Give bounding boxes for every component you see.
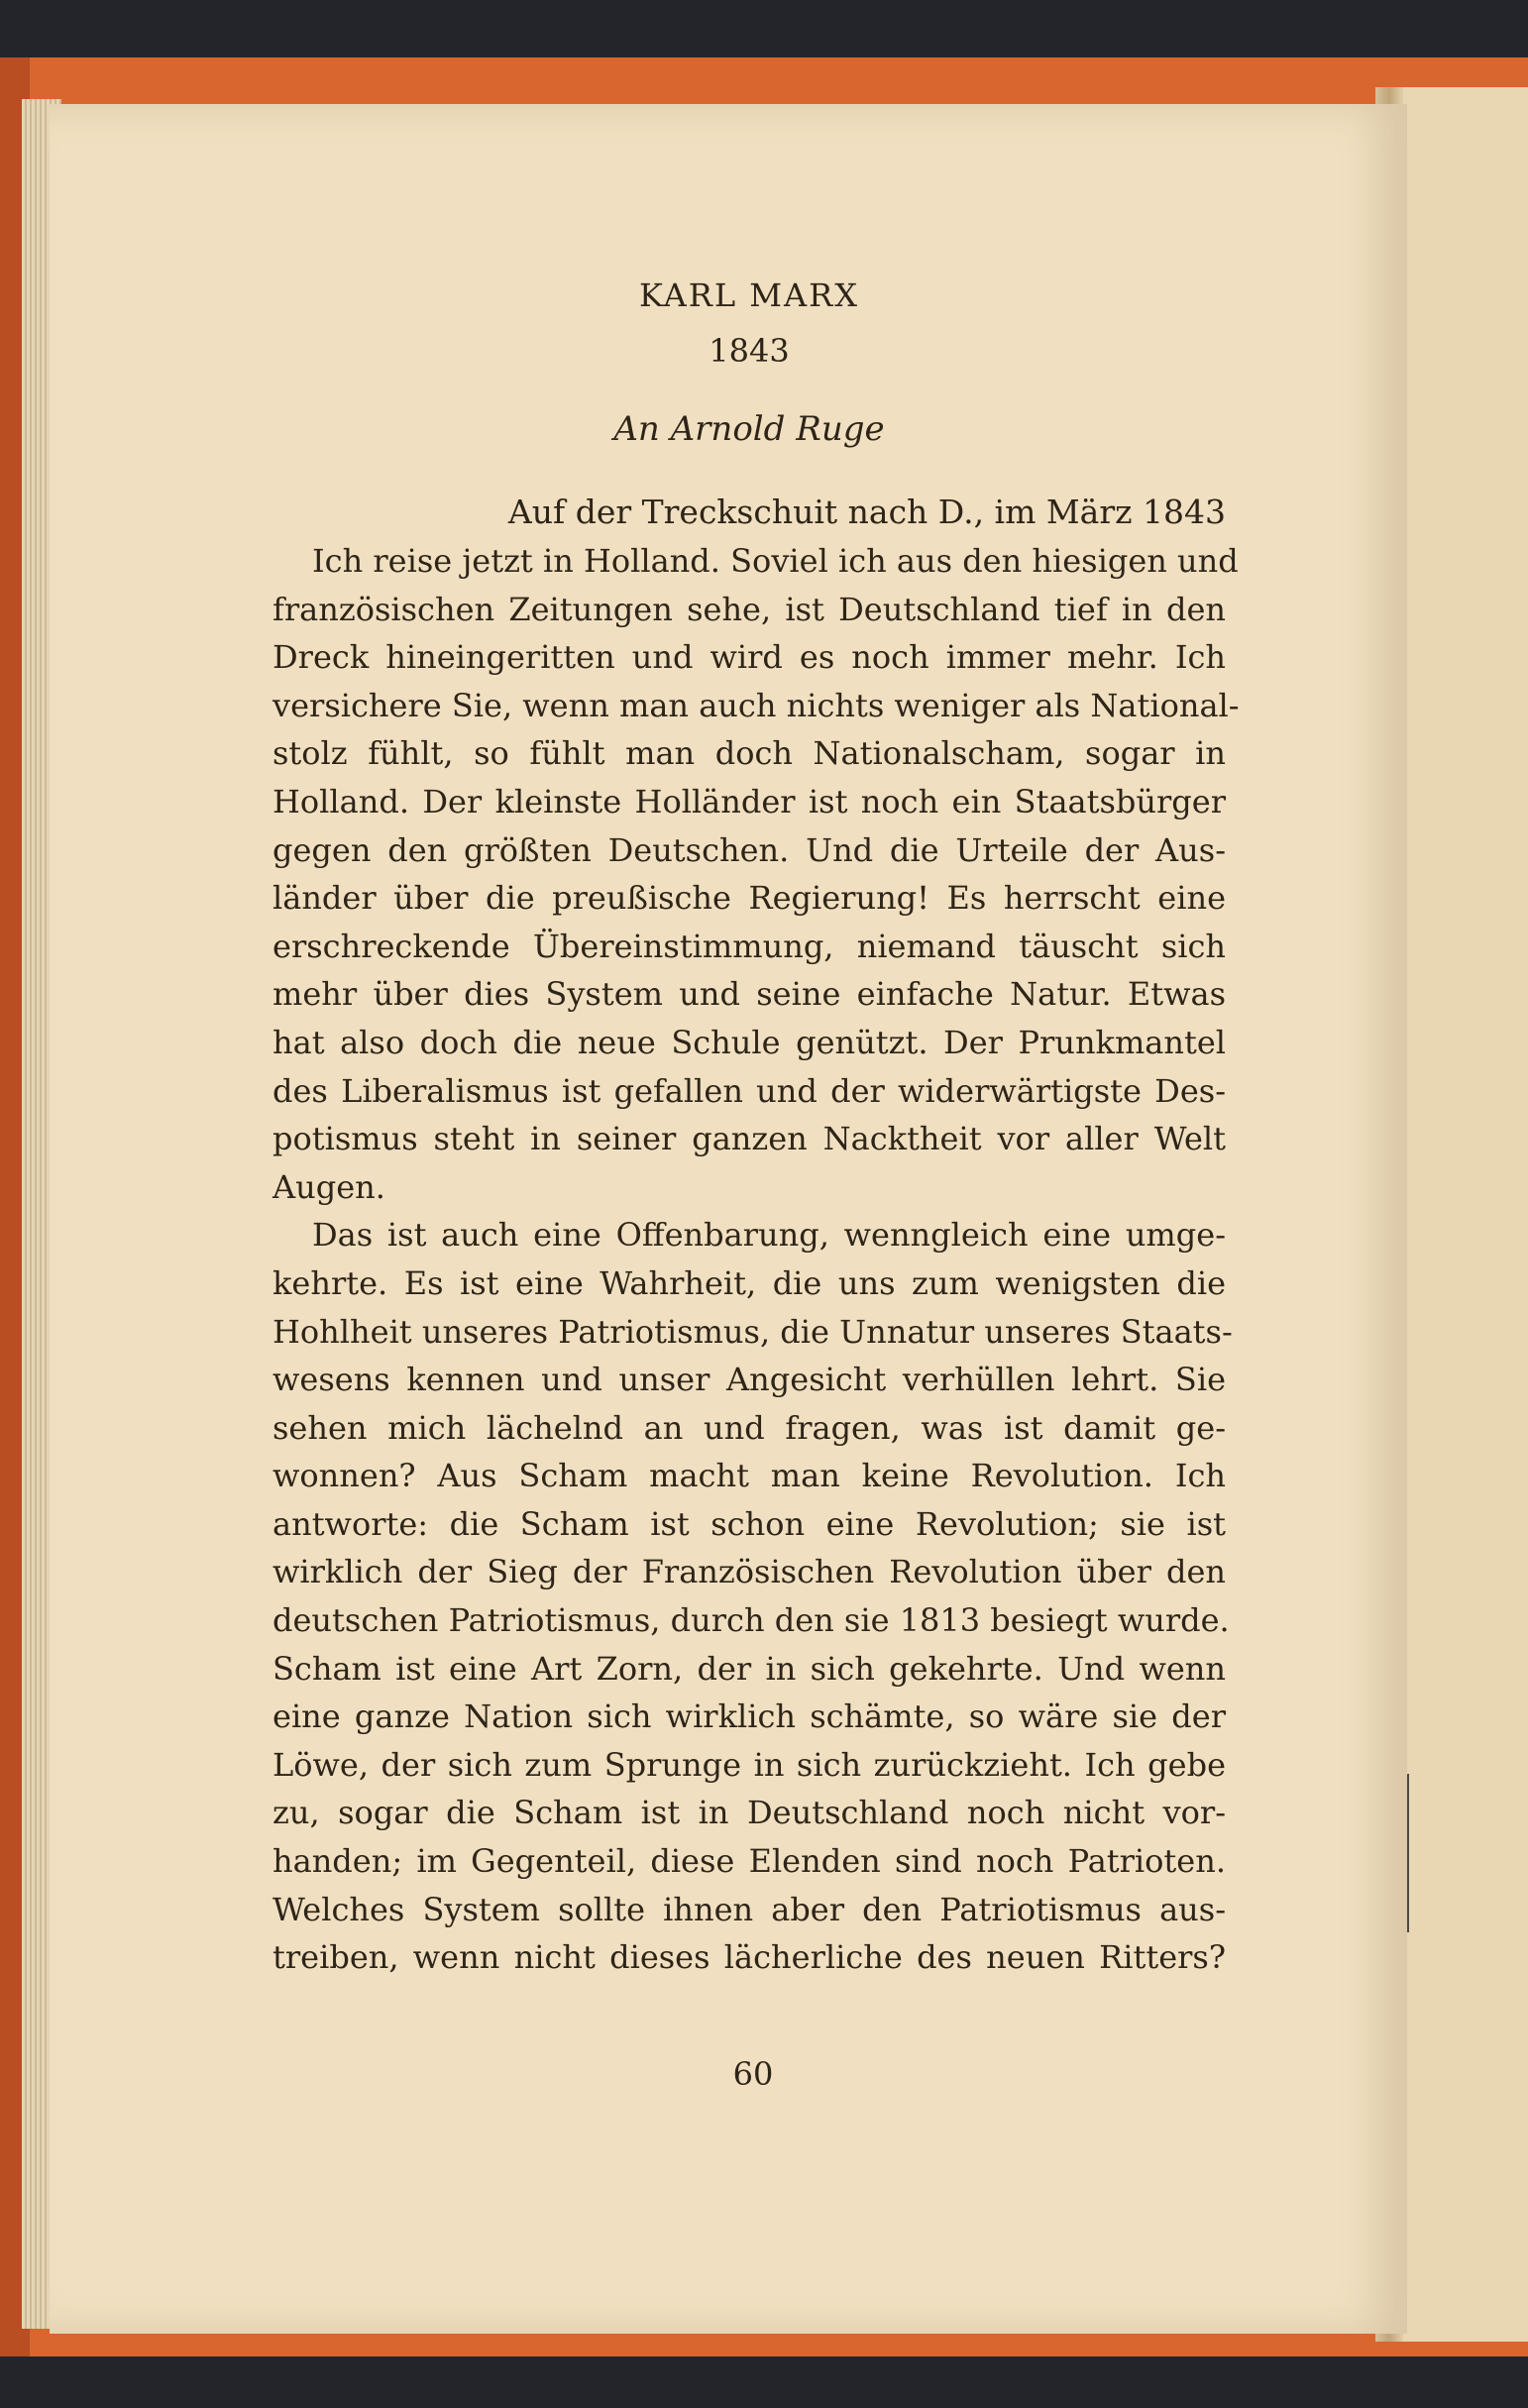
year-heading: 1843 xyxy=(709,332,790,370)
text-line: wonnen? Aus Scham macht man keine Revolution. Ich xyxy=(273,1457,1226,1495)
paragraph-1 xyxy=(273,537,1240,1211)
text-line: deutschen Patriotismus, durch den sie 1813 besiegt wurde. xyxy=(273,1601,1230,1640)
text-line: mehr über dies System und seine einfache Natur. Etwas xyxy=(273,975,1226,1014)
text-line: wesens kennen und unser Angesicht verhüllen lehrt. Sie xyxy=(273,1361,1226,1399)
text-line: französischen Zeitungen sehe, ist Deutschland tief in den xyxy=(273,590,1226,628)
page-number: 60 xyxy=(732,2055,774,2093)
text-line: Das ist auch eine Offenbarung, wenngleich eine umge- xyxy=(312,1216,1226,1255)
text-line: hat also doch die neue Schule genützt. Der Prunkmantel xyxy=(273,1023,1226,1061)
text-line: potismus steht in seiner ganzen Nacktheit vor aller Welt xyxy=(273,1120,1226,1158)
text-line: kehrte. Es ist eine Wahrheit, die uns zum wenigsten die xyxy=(273,1263,1226,1302)
text-line: Dreck hineingeritten und wird es noch immer mehr. Ich xyxy=(273,638,1226,677)
page-content xyxy=(273,268,1240,1982)
text-line: antworte: die Scham ist schon eine Revolution; sie ist xyxy=(273,1504,1226,1543)
text-line: Löwe, der sich zum Sprunge in sich zurückzieht. Ich gebe xyxy=(273,1745,1226,1784)
paragraph-2 xyxy=(273,1211,1233,1982)
text-line: Ich reise jetzt in Holland. Soviel ich aus den hiesigen und xyxy=(312,542,1239,580)
text-line: Hohlheit unseres Patriotismus, die Unnatur unseres Staats- xyxy=(273,1312,1233,1351)
text-line: länder über die preußische Regierung! Es herrscht eine xyxy=(273,879,1226,918)
text-line: Augen. xyxy=(273,1167,385,1206)
text-line: versichere Sie, wenn man auch nichts weniger als National- xyxy=(273,686,1240,724)
text-line: handen; im Gegenteil, diese Elenden sind noch Patrioten. xyxy=(273,1842,1226,1881)
text-line: eine ganze Nation sich wirklich schämte, so wäre sie der xyxy=(273,1697,1226,1736)
text-line: sehen mich lächelnd an und fragen, was ist damit ge- xyxy=(273,1408,1226,1447)
letter-recipient: An Arnold Ruge xyxy=(613,409,885,449)
text-line: des Liberalismus ist gefallen und der widerwärtigste Des- xyxy=(273,1071,1226,1110)
text-line: Welches System sollte ihnen aber den Patriotismus aus- xyxy=(273,1890,1226,1928)
text-line: Holland. Der kleinste Holländer ist noch ein Staatsbürger xyxy=(273,782,1226,821)
facing-page xyxy=(1391,87,1528,2342)
text-line: wirklich der Sieg der Französischen Revolution über den xyxy=(273,1553,1226,1591)
letter-dateline: Auf der Treckschuit nach D., im März 1843 xyxy=(507,493,1226,531)
text-line: zu, sogar die Scham ist in Deutschland noch nicht vor- xyxy=(273,1794,1226,1832)
text-line: treiben, wenn nicht dieses lächerliche des neuen Ritters? xyxy=(273,1938,1226,1977)
text-line: gegen den größten Deutschen. Und die Urteile der Aus- xyxy=(273,830,1226,869)
text-line: erschreckende Übereinstimmung, niemand täuscht sich xyxy=(273,927,1226,965)
text-line: stolz fühlt, so fühlt man doch Nationalscham, sogar in xyxy=(273,734,1226,773)
text-line: Scham ist eine Art Zorn, der in sich gekehrte. Und wenn xyxy=(273,1649,1226,1688)
author-heading: KARL MARX xyxy=(639,276,859,314)
